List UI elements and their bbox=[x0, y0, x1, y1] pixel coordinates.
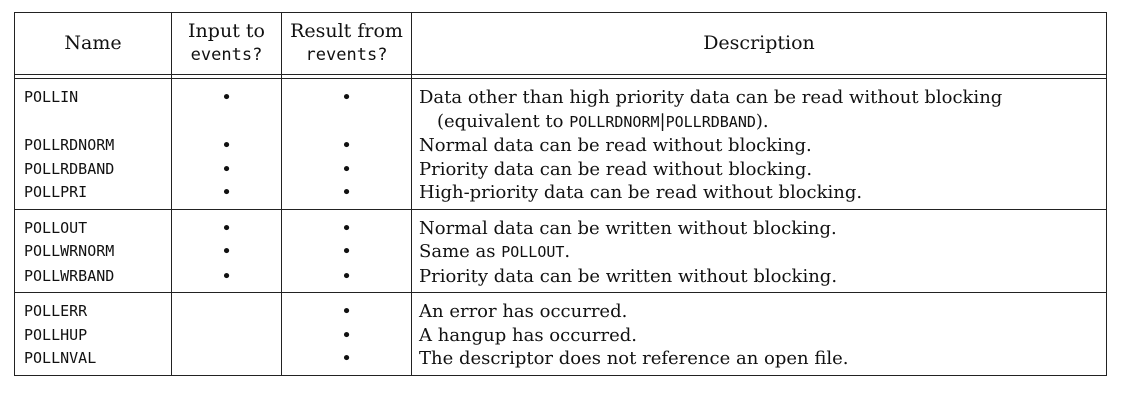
input-empty bbox=[172, 293, 282, 324]
event-description: A hangup has occurred. bbox=[412, 324, 1107, 348]
result-bullet: • bbox=[282, 265, 412, 293]
table-row bbox=[15, 347, 1107, 375]
event-name: POLLRDNORM bbox=[24, 136, 115, 154]
result-bullet: • bbox=[282, 209, 412, 240]
table-row bbox=[15, 158, 1107, 182]
result-bullet: • bbox=[282, 293, 412, 324]
event-description: Same as POLLOUT. bbox=[412, 240, 1107, 265]
event-description: Normal data can be written without blocking. bbox=[412, 209, 1107, 240]
table-row bbox=[15, 293, 1107, 324]
table-row bbox=[15, 134, 1107, 158]
table-row bbox=[15, 209, 1107, 240]
result-bullet: • bbox=[282, 158, 412, 182]
input-empty bbox=[172, 324, 282, 348]
event-name: POLLRDBAND bbox=[24, 159, 115, 178]
header-name: Name bbox=[64, 32, 122, 54]
event-description: Data other than high priority data can be read without blocking (equivalent to POLLRDNORM|POLLRDBAND). bbox=[412, 79, 1107, 135]
event-name: POLLNVAL bbox=[24, 349, 97, 367]
input-bullet: • bbox=[172, 158, 282, 182]
result-bullet: • bbox=[282, 240, 412, 265]
event-description: The descriptor does not reference an open file. bbox=[412, 347, 1107, 375]
header-input: Input to events? bbox=[172, 13, 282, 75]
result-bullet: • bbox=[282, 347, 412, 375]
event-description: Normal data can be read without blocking. bbox=[412, 134, 1107, 158]
table-row bbox=[15, 265, 1107, 293]
input-bullet: • bbox=[172, 134, 282, 158]
event-description: Priority data can be written without blocking. bbox=[412, 265, 1107, 293]
input-bullet: • bbox=[172, 240, 282, 265]
header-description: Description bbox=[412, 13, 1107, 75]
poll-events-table bbox=[14, 12, 1107, 376]
input-bullet: • bbox=[172, 265, 282, 293]
event-name: POLLERR bbox=[15, 293, 172, 324]
header-row bbox=[15, 13, 1107, 75]
input-bullet: • bbox=[172, 181, 282, 209]
table-row bbox=[15, 79, 1107, 135]
result-bullet: • bbox=[282, 134, 412, 158]
description-continuation: (equivalent to POLLRDNORM|POLLRDBAND). bbox=[437, 110, 769, 132]
result-bullet: • bbox=[282, 181, 412, 209]
result-bullet: • bbox=[282, 324, 412, 348]
input-bullet: • bbox=[172, 209, 282, 240]
input-bullet: • bbox=[172, 79, 282, 135]
event-name: POLLPRI bbox=[24, 183, 88, 201]
event-description: An error has occurred. bbox=[412, 293, 1107, 324]
table-row bbox=[15, 324, 1107, 348]
event-name: POLLOUT bbox=[15, 209, 172, 240]
header-result: Result from revents? bbox=[282, 13, 412, 75]
event-description: Priority data can be read without blocking. bbox=[412, 158, 1107, 182]
event-name: POLLHUP bbox=[24, 325, 88, 344]
event-name: POLLIN bbox=[24, 88, 79, 106]
table-row bbox=[15, 181, 1107, 209]
table-row bbox=[15, 240, 1107, 265]
result-bullet: • bbox=[282, 79, 412, 135]
input-empty bbox=[172, 347, 282, 375]
event-name: POLLWRBAND bbox=[24, 266, 115, 285]
event-description: High-priority data can be read without blocking. bbox=[412, 181, 1107, 209]
event-name: POLLWRNORM bbox=[24, 242, 115, 260]
